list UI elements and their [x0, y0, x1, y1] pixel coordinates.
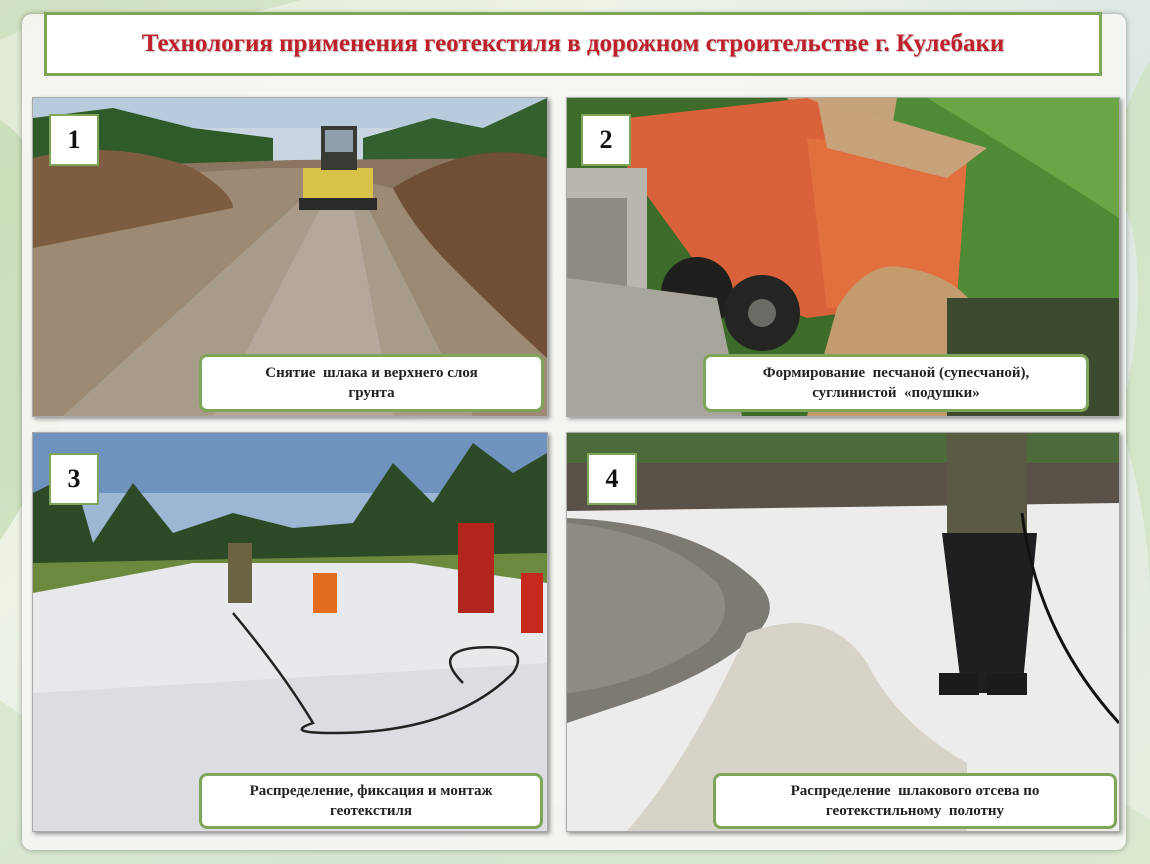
caption-2	[703, 354, 1089, 412]
caption-4-line-2: геотекстильному полотну	[825, 803, 1005, 819]
step-number-1: 1	[49, 114, 99, 166]
caption-2-line-2: суглинистой «подушки»	[812, 385, 980, 401]
step-number-2: 2	[581, 114, 631, 166]
panel-3	[32, 432, 548, 832]
caption-1	[199, 354, 544, 412]
title-box	[44, 12, 1102, 76]
workers-geotextile-photo	[33, 433, 547, 831]
caption-4-line-1: Распределение шлакового отсева по	[790, 783, 1040, 799]
step-number-3: 3	[49, 453, 99, 505]
caption-2-line-1: Формирование песчаной (супесчаной),	[762, 365, 1030, 381]
caption-1-line-2: грунта	[348, 385, 395, 401]
panel-4	[566, 432, 1120, 832]
caption-4	[713, 773, 1117, 829]
panel-2	[566, 97, 1120, 417]
panel-1	[32, 97, 548, 417]
caption-3-line-2: геотекстиля	[329, 803, 413, 819]
caption-3-line-1: Распределение, фиксация и монтаж	[249, 783, 493, 799]
slide-title: Технология применения геотекстиля в дорожном строительстве г. Кулебаки	[141, 30, 1005, 57]
slag-gravel-photo	[567, 433, 1119, 831]
caption-1-line-1: Снятие шлака и верхнего слоя	[265, 365, 478, 381]
step-number-4: 4	[587, 453, 637, 505]
caption-3	[199, 773, 543, 829]
